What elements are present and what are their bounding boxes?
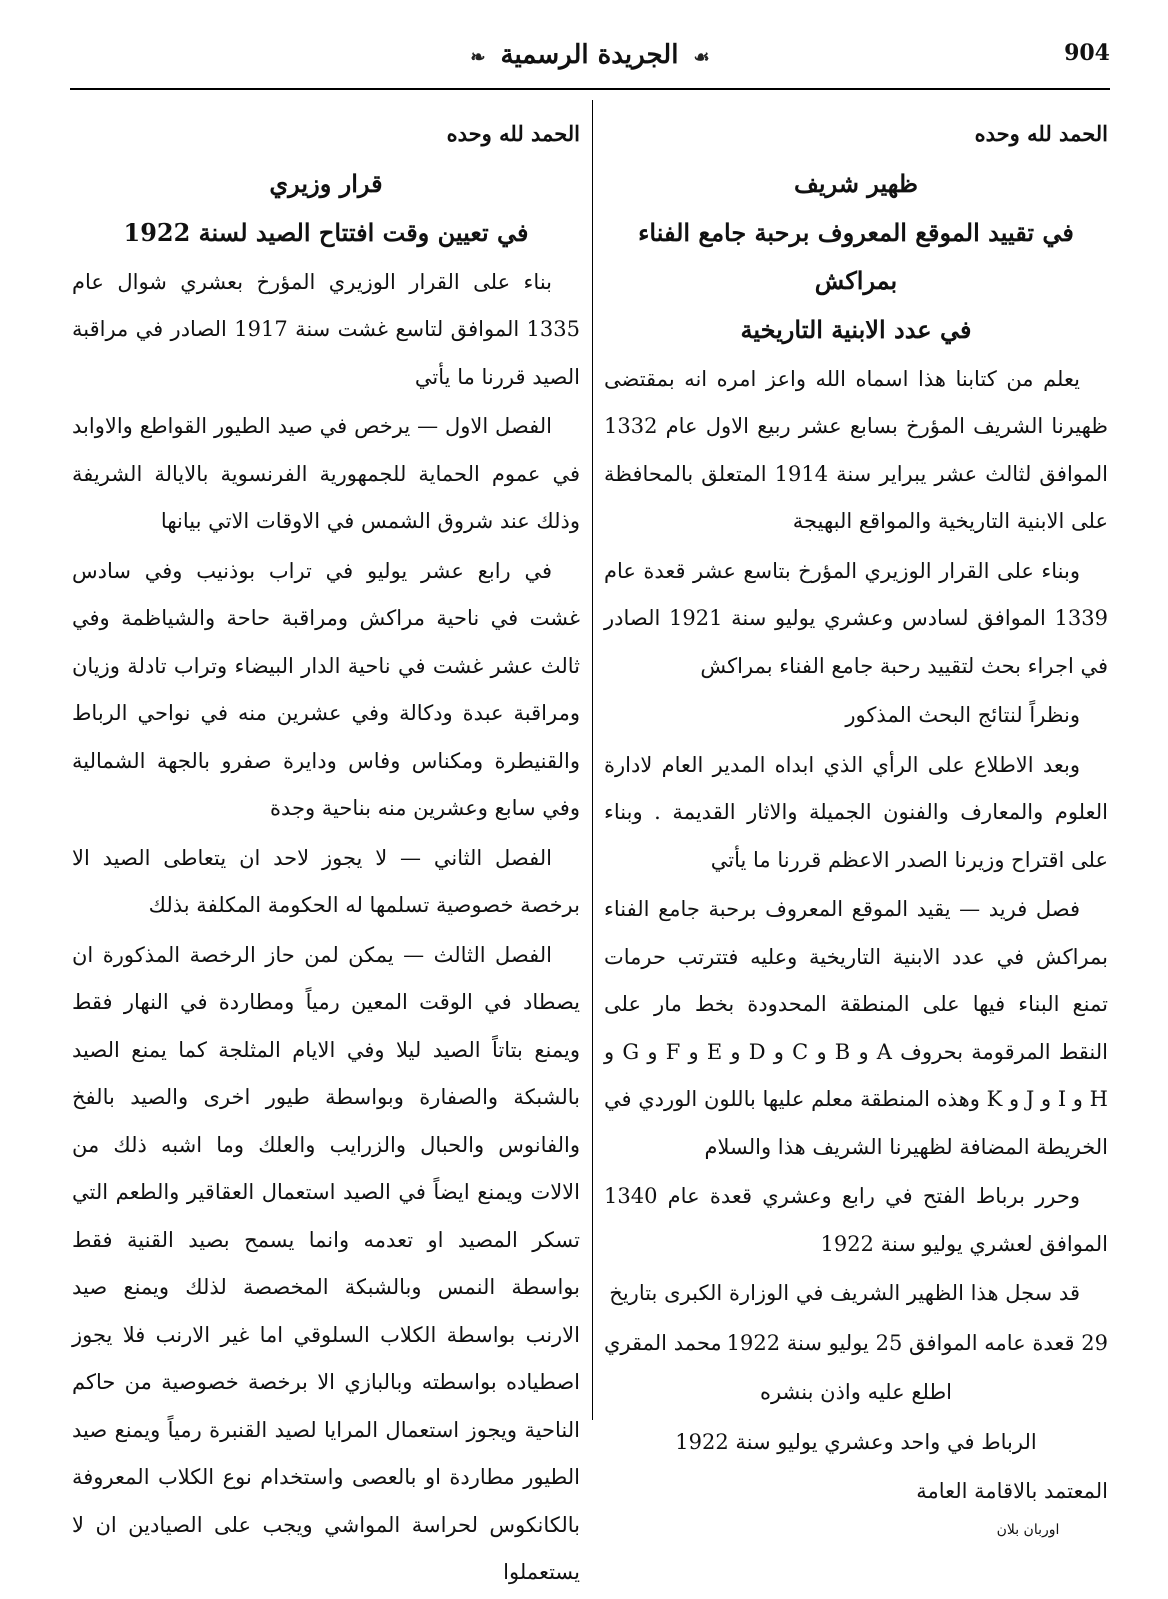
page-number: 904 (1064, 40, 1110, 66)
right-paragraph-7: قد سجل هذا الظهير الشريف في الوزارة الكبرى بتاريخ (609, 1281, 1080, 1305)
right-paragraph-6: وحرر برباط الفتح في رابع وعشري قعدة عام 1340 الموافق لعشري يوليو سنة 1922 (604, 1184, 1108, 1256)
right-basmala: الحمد لله وحده (974, 121, 1108, 146)
left-paragraph-5: الفصل الثالث — يمكن لمن حاز الرخصة المذكورة ان يصطاد في الوقت المعين رمياً ومطاردة في النهار فقط ويمنع بتاتاً الصيد ليلا وفي الايام المثلجة كما يمنع الصيد بالشبكة والصفارة وبواسطة طيور اخرى والصيد بالفخ والفانوس والحبال والزرايب والعلك وما اشبه ذلك من الالات ويمنع ايضاً في الصيد استعمال العقاقير والطعم التي تسكر المصيد او تعدمه وانما يسمح بصيد القنية فقط بواسطة النمس وبالشبكة المخصصة لذلك ويمنع صيد الارنب بواسطة الكلاب السلوقي اما غير الارنب فلا يجوز اصطياده بواسطته وبالبازي الا برخصة خصوصية من حاكم الناحية ويجوز استعمال المرايا لصيد القنبرة رمياً ويمنع صيد الطيور مطاردة او بالعصى واستخدام نوع الكلاب المعروفة بالكانكوس لحراسة المواشي ويجب على الصيادين ان لا يستعملوا (72, 942, 580, 1584)
left-heading: قرار وزيري (269, 168, 383, 198)
right-subtitle-line1: في تقييد الموقع المعروف برحبة جامع الفناء بمراكش (638, 218, 1074, 295)
right-paragraph-4: وبعد الاطلاع على الرأي الذي ابداه المدير العام لادارة العلوم والمعارف والفنون الجميلة والاثار القديمة . وبناء على اقتراح وزيرنا الصدر الاعظم قررنا ما يأتي (604, 752, 1108, 872)
right-heading: ظهير شريف (794, 168, 918, 198)
ornament-right-icon: ☙ (693, 47, 710, 68)
right-subtitle-line2: في عدد الابنية التاريخية (740, 315, 972, 344)
right-paragraph-9: اطلع عليه واذن بنشره (759, 1380, 953, 1404)
signature-name: محمد المقري (604, 1330, 722, 1355)
right-paragraph-11: المعتمد بالاقامة العامة (916, 1479, 1108, 1503)
column-divider (592, 100, 593, 1420)
header-rule (70, 88, 1110, 90)
left-column (72, 110, 580, 1599)
left-paragraph-2: الفصل الاول — يرخص في صيد الطيور القواطع والاوابد في عموم الحماية للجمهورية الفرنسوية بالايالة الشريفة وذلك عند شروق الشمس في الاوقات الاتي بيانها (72, 414, 580, 533)
gazette-title: الجريدة الرسمية (500, 40, 679, 70)
right-paragraph-1: يعلم من كتابنا هذا اسماه الله واعز امره انه بمقتضى ظهيرنا الشريف المؤرخ بسابع عشر ربيع الاول عام 1332 الموافق لثالث عشر يبراير سنة 1914 المتعلق بالمحافظة على الابنية التاريخية والمواقع البهيجة (604, 366, 1108, 533)
left-paragraph-3: في رابع عشر يوليو في تراب بوذنيب وفي سادس غشت في ناحية مراكش ومراقبة حاحة والشياظمة وفي ثالث عشر غشت في ناحية الدار البيضاء وتراب تادلة وزيان ومراقبة عبدة ودكالة وفي عشرين منه في نواحي الرباط والقنيطرة ومكناس وفاس ودايرة صفرو بالجهة الشمالية وفي سابع وعشرين منه بناحية وجدة (72, 558, 580, 820)
page-header (70, 30, 1110, 90)
left-paragraph-4: الفصل الثاني — لا يجوز لاحد ان يتعاطى الصيد الا برخصة خصوصية تسلمها له الحكومة المكلفة بذلك (72, 845, 580, 917)
registration-date-row (604, 1320, 1108, 1368)
ornament-left-icon: ❧ (470, 47, 486, 68)
left-subtitle: في تعيين وقت افتتاح الصيد لسنة 1922 (123, 218, 529, 247)
gazette-title-block (70, 40, 1110, 70)
right-column (604, 110, 1108, 1544)
left-paragraph-1: بناء على القرار الوزيري المؤرخ بعشري شوال عام 1335 الموافق لتاسع غشت سنة 1917 الصادر في مراقبة الصيد قررنا ما يأتي (72, 269, 580, 389)
registration-date: 29 قعدة عامه الموافق 25 يوليو سنة 1922 (726, 1330, 1108, 1355)
right-paragraph-10: الرباط في واحد وعشري يوليو سنة 1922 (675, 1429, 1037, 1454)
right-paragraph-3: ونظراً لنتائج البحث المذكور (845, 703, 1080, 727)
left-basmala: الحمد لله وحده (446, 121, 580, 146)
right-paragraph-2: وبناء على القرار الوزيري المؤرخ بتاسع عشر قعدة عام 1339 الموافق لسادس وعشري يوليو سنة 1921 الصادر في اجراء بحث لتقييد رحبة جامع الفناء بمراكش (604, 558, 1108, 678)
right-paragraph-5: فصل فريد — يقيد الموقع المعروف برحبة جامع الفناء بمراكش في عدد الابنية التاريخية وعليه فتترتب حرمات تمنع البناء فيها على المنطقة المحدودة بخط مار على النقط المرقومة بحروف A و B و C و D و E و F و G و H و I و J و K وهذه المنطقة معلم عليها باللون الوردي في الخريطة المضافة لظهيرنا الشريف هذا والسلام (604, 897, 1108, 1159)
resident-general-name: اوربان بلان (996, 1521, 1060, 1538)
